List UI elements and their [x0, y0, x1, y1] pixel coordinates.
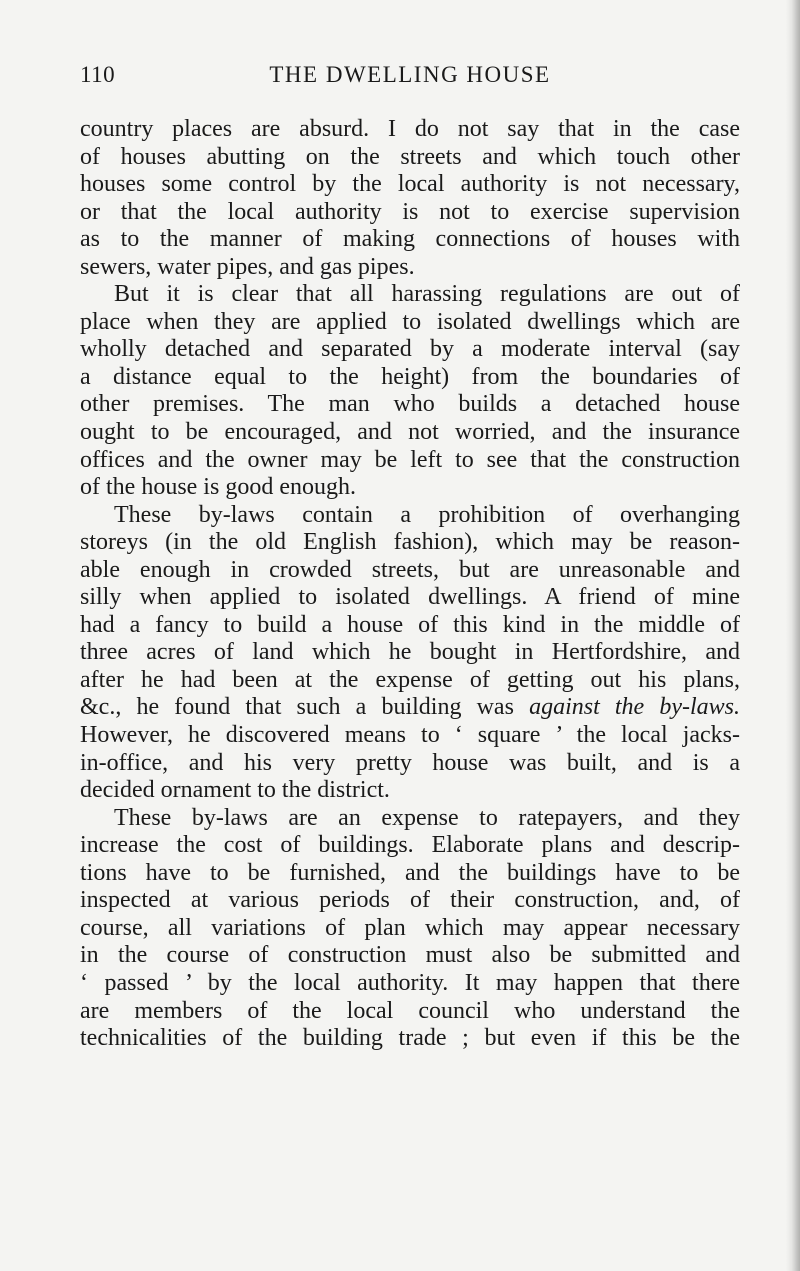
- text-line: three acres of land which he bought in Hertfordshire, and: [80, 639, 740, 666]
- text-line: storeys (in the old English fashion), which may be reason-: [80, 529, 740, 556]
- page-header: [80, 62, 740, 94]
- text-line: are members of the local council who understand the: [80, 997, 740, 1024]
- text-line-with-emphasis: [80, 694, 740, 722]
- text-line: But it is clear that all harassing regulations are out of: [114, 281, 740, 308]
- text-line: These by-laws are an expense to ratepayers, and they: [114, 804, 740, 831]
- text-line: ought to be encouraged, and not worried, and the insurance: [80, 419, 740, 446]
- text-line: inspected at various periods of their construction, and, of: [80, 887, 740, 914]
- text-line: sewers, water pipes, and gas pipes.: [80, 253, 415, 280]
- text-line: decided ornament to the district.: [80, 777, 390, 804]
- page-number: 110: [80, 62, 116, 87]
- text-line: country places are absurd. I do not say that in the case: [80, 116, 740, 142]
- text-line: had a fancy to build a house of this kind in the middle of: [80, 611, 740, 638]
- text-segment: &c., he found that such a building was: [80, 694, 514, 721]
- text-line: However, he discovered means to ‘ square ’ the local jacks-: [80, 722, 740, 749]
- text-line: other premises. The man who builds a detached house: [80, 391, 740, 418]
- text-line: of the house is good enough.: [80, 474, 356, 501]
- page-edge-shadow: [786, 0, 800, 1271]
- text-line: offices and the owner may be left to see that the construction: [80, 446, 740, 473]
- text-line: wholly detached and separated by a moderate interval (say: [80, 336, 740, 363]
- text-line: or that the local authority is not to exercise supervision: [80, 198, 740, 225]
- text-line: place when they are applied to isolated dwellings which are: [80, 308, 740, 335]
- text-line: These by-laws contain a prohibition of overhanging: [114, 501, 740, 528]
- text-line: houses some control by the local authority is not necessary,: [80, 171, 740, 198]
- italic-phrase: against the by-laws.: [529, 694, 740, 721]
- running-head: THE DWELLING HOUSE: [269, 62, 551, 87]
- body-text: [80, 116, 740, 1053]
- text-line: after he had been at the expense of getting out his plans,: [80, 666, 740, 693]
- text-line: able enough in crowded streets, but are unreasonable and: [80, 556, 740, 583]
- text-line: a distance equal to the height) from the boundaries of: [80, 363, 740, 390]
- text-line: in the course of construction must also be submitted and: [80, 942, 740, 969]
- text-line: silly when applied to isolated dwellings. A friend of mine: [80, 584, 740, 611]
- text-line: technicalities of the building trade ; but even if this be the: [80, 1025, 740, 1052]
- text-line: ‘ passed ’ by the local authority. It may happen that there: [80, 969, 740, 996]
- text-line: increase the cost of buildings. Elaborate plans and descrip-: [80, 832, 740, 859]
- text-line: tions have to be furnished, and the buildings have to be: [80, 859, 740, 886]
- text-line: as to the manner of making connections of houses with: [80, 226, 740, 253]
- text-line: of houses abutting on the streets and which touch other: [80, 143, 740, 170]
- text-line: in-office, and his very pretty house was built, and is a: [80, 749, 740, 776]
- text-line: course, all variations of plan which may appear necessary: [80, 914, 740, 941]
